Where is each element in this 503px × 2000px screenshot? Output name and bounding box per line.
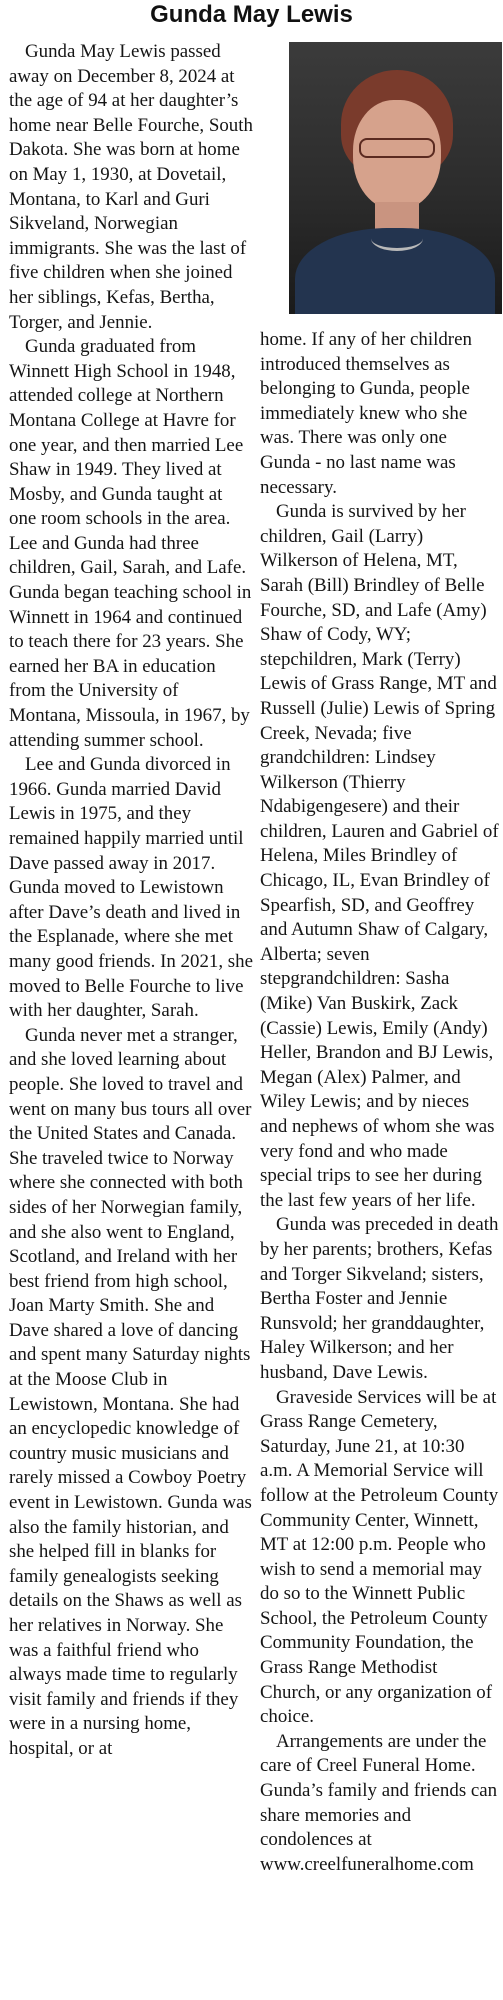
photo-necklace xyxy=(371,226,423,251)
paragraph-continued: home. If any of her children introduced themselves as belonging to Gunda, people immediately knew who she was. There was only one Gunda - no last name was necessary. xyxy=(260,329,472,498)
right-column xyxy=(260,328,500,1877)
paragraph: Gunda never met a stranger, and she loved learning about people. She loved to travel and went on many bus tours all over the United States and Canada. She traveled twice to Norway where she connected with both sides of her Norwegian family, and she also went to England, Scotland, and Ireland with her best friend from high school, Joan Marty Smith. She and Dave shared a love of dancing and spent many Saturday nights at the Moose Club in Lewistown, Montana. She had an encyclopedic knowledge of country music musicians and rarely missed a Cowboy Poetry event in Lewistown. Gunda was also the family historian, and she helped fill in blanks for family genealogists seeking details on the Shaws as well as her relatives in Norway. She was a faithful friend who always made time to regularly visit family and friends if they were in a nursing home, hospital, or at xyxy=(9,1024,252,1759)
photo-glasses xyxy=(359,138,435,158)
paragraph: Gunda is survived by her children, Gail (Larry) Wilkerson of Helena, MT, Sarah (Bill) Brindley of Belle Fourche, SD, and Lafe (Amy) Shaw of Cody, WY; stepchildren, Mark (Terry) Lewis of Grass Range, MT and Russell (Julie) Lewis of Spring Creek, Nevada; five grandchildren: Lindsey Wilkerson (Thierry Ndabigengesere) and their children, Lauren and Gabriel of Helena, Miles Brindley of Chicago, IL, Evan Brindley of Spearfish, SD, and Geoffrey and Autumn Shaw of Calgary, Alberta; seven stepgrandchildren: Sasha (Mike) Van Buskirk, Zack (Cassie) Lewis, Emily (Andy) Heller, Brandon and BJ Lewis, Megan (Alex) Palmer, and Wiley Lewis; and by nieces and nephews of whom she was very fond and who made special trips to see her during the last few years of her life. xyxy=(260,501,499,1211)
paragraph: Lee and Gunda divorced in 1966. Gunda married David Lewis in 1975, and they remained happily married until Dave passed away in 2017. Gunda moved to Lewistown after Dave’s death and lived in the Esplanade, where she met many good friends. In 2021, she moved to Belle Fourche to live with her daughter, Sarah. xyxy=(9,754,253,1022)
left-column xyxy=(9,40,253,1762)
paragraph: Arrangements are under the care of Creel Funeral Home. Gunda’s family and friends can share memories and condolences at www.creelfuneralhome.com xyxy=(260,1730,498,1875)
paragraph: Gunda was preceded in death by her parents; brothers, Kefas and Torger Sikveland; sisters, Bertha Foster and Jennie Runsvold; her granddaughter, Haley Wilkerson; and her husband, Dave Lewis. xyxy=(260,1214,499,1383)
page-title: Gunda May Lewis xyxy=(150,1,353,28)
paragraph: Graveside Services will be at Grass Range Cemetery, Saturday, June 21, at 10:30 a.m. A Memorial Service will follow at the Petroleum County Community Center, Winnett, MT at 12:00 p.m. People who wish to send a memorial may do so to the Winnett Public School, the Petroleum County Community Foundation, the Grass Range Methodist Church, or any organization of choice. xyxy=(260,1386,499,1728)
portrait-photo xyxy=(289,42,502,314)
paragraph: Gunda May Lewis passed away on December 8, 2024 at the age of 94 at her daughter’s home near Belle Fourche, South Dakota. She was born at home on May 1, 1930, at Dovetail, Montana, to Karl and Guri Sikveland, Norwegian immigrants. She was the last of five children when she joined her siblings, Kefas, Bertha, Torger, and Jennie. xyxy=(9,41,253,333)
paragraph: Gunda graduated from Winnett High School in 1948, attended college at Northern Montana College at Havre for one year, and then married Lee Shaw in 1949. They lived at Mosby, and Gunda taught at one room schools in the area. Lee and Gunda had three children, Gail, Sarah, and Lafe. Gunda began teaching school in Winnett in 1964 and continued to teach there for 23 years. She earned her BA in education from the University of Montana, Missoula, in 1967, by attending summer school. xyxy=(9,336,252,751)
